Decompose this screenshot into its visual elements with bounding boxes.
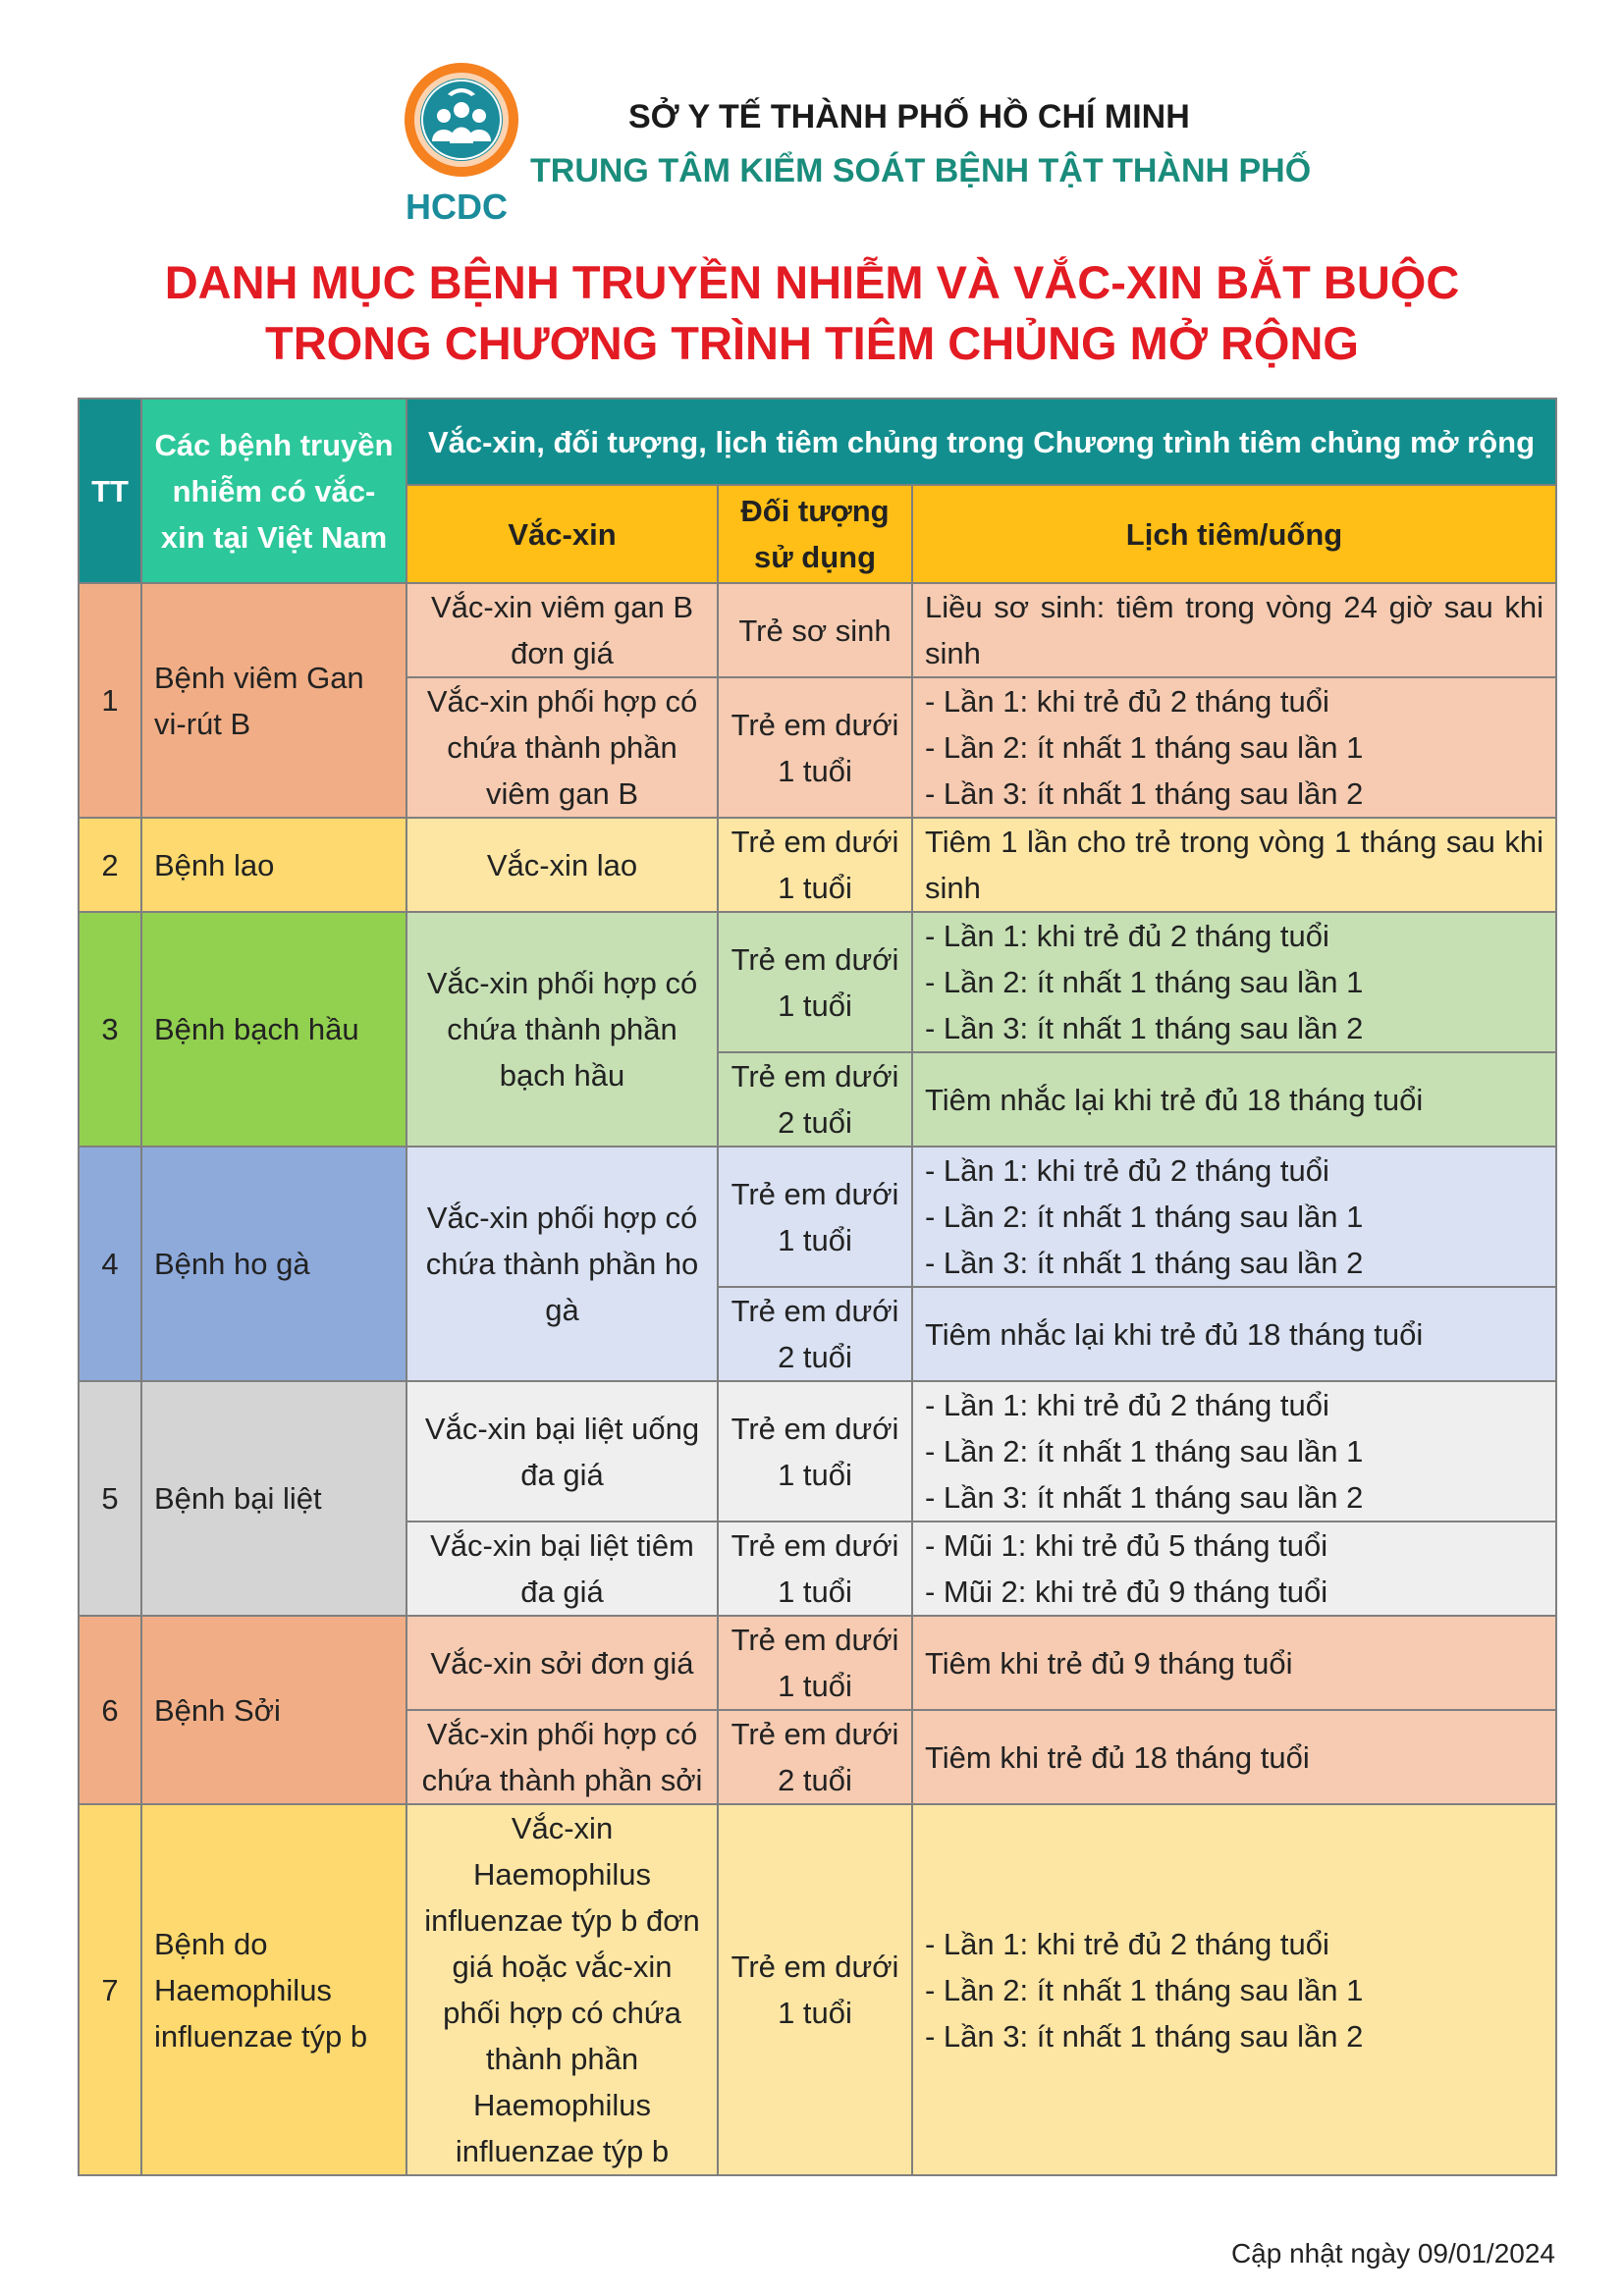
row-vaccine: Vắc-xin sởi đơn giá	[406, 1616, 718, 1710]
row-vaccine: Vắc-xin lao	[406, 818, 718, 912]
schedule-line: - Lần 3: ít nhất 1 tháng sau lần 2	[925, 1011, 1364, 1045]
schedule-line: - Lần 2: ít nhất 1 tháng sau lần 1	[925, 1200, 1364, 1234]
row-schedule	[912, 1147, 1556, 1287]
table-row	[79, 1147, 1556, 1287]
row-schedule	[912, 912, 1556, 1052]
row-disease: Bệnh bạch hầu	[141, 912, 406, 1147]
row-vaccine: Vắc-xin viêm gan B đơn giá	[406, 583, 718, 677]
row-schedule	[912, 1381, 1556, 1522]
schedule-line: - Mũi 2: khi trẻ đủ 9 tháng tuổi	[925, 1575, 1328, 1609]
row-tt: 2	[79, 818, 141, 912]
page-title-line-2: TRONG CHƯƠNG TRÌNH TIÊM CHỦNG MỞ RỘNG	[265, 317, 1359, 369]
schedule-line: - Mũi 1: khi trẻ đủ 5 tháng tuổi	[925, 1528, 1328, 1563]
page-title-line-1: DANH MỤC BỆNH TRUYỀN NHIỄM VÀ VẮC-XIN BẮT BUỘC	[164, 256, 1460, 308]
schedule-line: - Lần 2: ít nhất 1 tháng sau lần 1	[925, 1972, 1364, 2007]
hcdc-logo-icon	[398, 59, 525, 231]
vaccine-table	[78, 398, 1557, 2176]
schedule-line: - Lần 3: ít nhất 1 tháng sau lần 2	[925, 1246, 1364, 1280]
schedule-line: - Lần 3: ít nhất 1 tháng sau lần 2	[925, 2018, 1364, 2054]
header-group: Vắc-xin, đối tượng, lịch tiêm chủng trong Chương trình tiêm chủng mở rộng	[406, 399, 1556, 485]
header-disease: Các bệnh truyền nhiễm có vắc-xin tại Việt Nam	[141, 399, 406, 583]
updated-date: Cập nhật ngày 09/01/2024	[1230, 2238, 1555, 2269]
row-disease: Bệnh bại liệt	[141, 1381, 406, 1616]
logo-text: HCDC	[406, 187, 508, 227]
row-schedule: Tiêm nhắc lại khi trẻ đủ 18 tháng tuổi	[912, 1287, 1556, 1381]
row-target: Trẻ em dưới 2 tuổi	[718, 1287, 912, 1381]
row-tt: 1	[79, 583, 141, 818]
schedule-line: - Lần 1: khi trẻ đủ 2 tháng tuổi	[925, 1388, 1329, 1422]
row-schedule: Tiêm 1 lần cho trẻ trong vòng 1 tháng sau khi sinh	[912, 818, 1556, 912]
row-vaccine: Vắc-xin bại liệt uống đa giá	[406, 1381, 718, 1522]
row-schedule: Tiêm nhắc lại khi trẻ đủ 18 tháng tuổi	[912, 1052, 1556, 1147]
schedule-line: - Lần 2: ít nhất 1 tháng sau lần 1	[925, 965, 1364, 999]
schedule-line: - Lần 3: ít nhất 1 tháng sau lần 2	[925, 1480, 1364, 1515]
row-target: Trẻ em dưới 1 tuổi	[718, 677, 912, 818]
org-line-1: SỞ Y TẾ THÀNH PHỐ HỒ CHÍ MINH	[628, 98, 1190, 135]
row-target: Trẻ em dưới 2 tuổi	[718, 1710, 912, 1804]
schedule-line: - Lần 1: khi trẻ đủ 2 tháng tuổi	[925, 919, 1329, 953]
schedule-line: - Lần 2: ít nhất 1 tháng sau lần 1	[925, 730, 1364, 765]
row-schedule: Tiêm khi trẻ đủ 9 tháng tuổi	[912, 1616, 1556, 1710]
table-row	[79, 583, 1556, 677]
row-vaccine: Vắc-xin bại liệt tiêm đa giá	[406, 1522, 718, 1616]
header-tt: TT	[79, 399, 141, 583]
header-schedule: Lịch tiêm/uống	[912, 485, 1556, 583]
row-schedule	[912, 1522, 1556, 1616]
row-schedule: Liều sơ sinh: tiêm trong vòng 24 giờ sau khi sinh	[912, 583, 1556, 677]
row-vaccine: Vắc-xin phối hợp có chứa thành phần bạch hầu	[406, 912, 718, 1147]
row-target: Trẻ em dưới 1 tuổi	[718, 818, 912, 912]
row-target: Trẻ em dưới 1 tuổi	[718, 1616, 912, 1710]
row-tt: 3	[79, 912, 141, 1147]
schedule-line: - Lần 2: ít nhất 1 tháng sau lần 1	[925, 1434, 1364, 1468]
row-vaccine: Vắc-xin Haemophilus influenzae týp b đơn giá hoặc vắc-xin phối hợp có chứa thành phần Haemophilus influenzae týp b	[406, 1804, 718, 2175]
row-vaccine: Vắc-xin phối hợp có chứa thành phần viêm gan B	[406, 677, 718, 818]
table-row	[79, 912, 1556, 1052]
row-target: Trẻ em dưới 1 tuổi	[718, 1381, 912, 1522]
row-disease: Bệnh viêm Gan vi-rút B	[141, 583, 406, 818]
table-row	[79, 818, 1556, 912]
row-disease: Bệnh lao	[141, 818, 406, 912]
schedule-line: - Lần 1: khi trẻ đủ 2 tháng tuổi	[925, 1926, 1329, 1961]
table-row	[79, 1381, 1556, 1522]
row-target: Trẻ em dưới 1 tuổi	[718, 1147, 912, 1287]
row-schedule: Tiêm khi trẻ đủ 18 tháng tuổi	[912, 1710, 1556, 1804]
schedule-line: - Lần 1: khi trẻ đủ 2 tháng tuổi	[925, 684, 1329, 719]
header-target: Đối tượng sử dụng	[718, 485, 912, 583]
table-row	[79, 1804, 1556, 2175]
schedule-line: - Lần 3: ít nhất 1 tháng sau lần 2	[925, 776, 1364, 811]
row-disease: Bệnh ho gà	[141, 1147, 406, 1381]
row-tt: 4	[79, 1147, 141, 1381]
row-tt: 6	[79, 1616, 141, 1804]
row-disease: Bệnh Sởi	[141, 1616, 406, 1804]
row-tt: 7	[79, 1804, 141, 2175]
row-tt: 5	[79, 1381, 141, 1616]
schedule-line: - Lần 1: khi trẻ đủ 2 tháng tuổi	[925, 1153, 1329, 1188]
row-target: Trẻ em dưới 1 tuổi	[718, 1804, 912, 2175]
row-schedule	[912, 677, 1556, 818]
org-line-2: TRUNG TÂM KIỂM SOÁT BỆNH TẬT THÀNH PHỐ	[530, 152, 1312, 189]
row-disease: Bệnh do Haemophilus influenzae týp b	[141, 1804, 406, 2175]
row-vaccine: Vắc-xin phối hợp có chứa thành phần ho gà	[406, 1147, 718, 1381]
table-row	[79, 1616, 1556, 1710]
row-target: Trẻ em dưới 1 tuổi	[718, 1522, 912, 1616]
row-schedule	[912, 1804, 1556, 2175]
row-target: Trẻ em dưới 1 tuổi	[718, 912, 912, 1052]
header-vaccine: Vắc-xin	[406, 485, 718, 583]
row-vaccine: Vắc-xin phối hợp có chứa thành phần sởi	[406, 1710, 718, 1804]
row-target: Trẻ em dưới 2 tuổi	[718, 1052, 912, 1147]
row-target: Trẻ sơ sinh	[718, 583, 912, 677]
